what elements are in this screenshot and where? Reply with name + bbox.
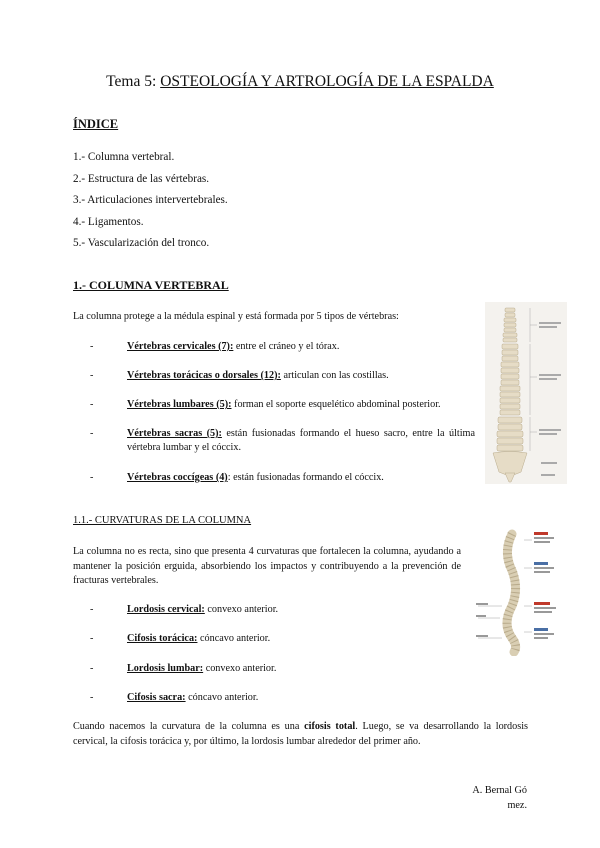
section-1-heading: 1.- COLUMNA VERTEBRAL bbox=[73, 278, 229, 292]
toc-item: 2.- Estructura de las vértebras. bbox=[73, 172, 210, 185]
closing-text-bold: cifosis total bbox=[304, 721, 356, 732]
list-item-term: Cifosis torácica: bbox=[127, 633, 198, 644]
table-of-contents bbox=[73, 147, 228, 255]
toc-item: 3.- Articulaciones intervertebrales. bbox=[73, 194, 228, 206]
list-item-text: : están fusionadas formando el cóccix. bbox=[227, 472, 384, 483]
list-item-term: Cifosis sacra: bbox=[127, 692, 186, 703]
page-title bbox=[0, 73, 600, 91]
list-item-term: Vértebras coccígeas (4) bbox=[127, 472, 228, 483]
list-item-text: cóncavo anterior. bbox=[185, 692, 259, 703]
toc-item: 1.- Columna vertebral. bbox=[73, 151, 175, 163]
list-item-term: Vértebras sacras (5): bbox=[127, 428, 222, 439]
list-item-term: Vértebras lumbares (5): bbox=[127, 399, 232, 410]
list-item-text: están fusionadas formando el hueso sacro, entre la última vértebra lumbar y el cóccix. bbox=[127, 428, 475, 453]
list-item-term: Vértebras torácicas o dorsales (12): bbox=[127, 370, 281, 381]
closing-text-post: . Luego, se va desarrollando la lordosis cervical, la cifosis torácica y, por último, la lordosis lumbar alrededor del primer año. bbox=[73, 721, 528, 747]
closing-paragraph bbox=[73, 720, 528, 749]
author-name bbox=[472, 783, 527, 813]
closing-text-pre: Cuando nacemos la curvatura de la columna es una bbox=[73, 721, 305, 732]
author-line-2: mez. bbox=[507, 800, 527, 811]
section-1-1-intro: La columna no es recta, sino que presenta 4 curvaturas que fortalecen la columna, ayudando a mantener la posición erguida, absorbiendo los impactos y contribuyendo a la prevención de fracturas vertebrales. bbox=[73, 546, 461, 586]
list-item-term: Lordosis lumbar: bbox=[127, 663, 204, 674]
list-item-text: forman el soporte esquelético abdominal posterior. bbox=[231, 399, 441, 410]
spinal-curvatures-figure bbox=[472, 528, 564, 656]
list-item-term: Vértebras cervicales (7): bbox=[127, 341, 234, 352]
list-item-text: convexo anterior. bbox=[203, 663, 277, 674]
vertebra-types-list: - Vértebras cervicales (7): entre el cráneo y el tórax. - Vértebras torácicas o dorsales (12): articulan con las costillas. - Vértebras lumbares (5): forman el soporte esquelético abdominal posterior. - Vértebras sacras (5): están fusionadas formando el hueso sacro, entre la última vértebra lumbar y el cóccix. - Vértebras coccígeas (4): están fusionadas formando el cóccix. bbox=[90, 341, 475, 483]
section-1-1-heading: 1.1.- CURVATURAS DE LA COLUMNA bbox=[73, 515, 252, 526]
author-line-1: A. Bernal Gó bbox=[472, 785, 527, 796]
section-1-intro: La columna protege a la médula espinal y está formada por 5 tipos de vértebras: bbox=[73, 311, 399, 322]
title-prefix: Tema 5: bbox=[106, 73, 161, 90]
list-item-text: convexo anterior. bbox=[204, 604, 279, 615]
list-item-text: entre el cráneo y el tórax. bbox=[233, 341, 340, 352]
vertebral-column-figure bbox=[485, 302, 567, 484]
list-item-text: articulan con las costillas. bbox=[280, 370, 389, 381]
toc-item: 5.- Vascularización del tronco. bbox=[73, 237, 210, 249]
list-item-term: Lordosis cervical: bbox=[127, 604, 205, 615]
list-item-text: cóncavo anterior. bbox=[197, 633, 271, 644]
indice-heading: ÍNDICE bbox=[73, 117, 119, 131]
curvatures-list: - Lordosis cervical: convexo anterior. - Cifosis torácica: cóncavo anterior. - Lordosis lumbar: convexo anterior. - Cifosis sacra: cóncavo anterior. bbox=[90, 604, 279, 703]
toc-item: 4.- Ligamentos. bbox=[73, 215, 144, 228]
title-main: OSTEOLOGÍA Y ARTROLOGÍA DE LA ESPALDA bbox=[160, 73, 494, 90]
